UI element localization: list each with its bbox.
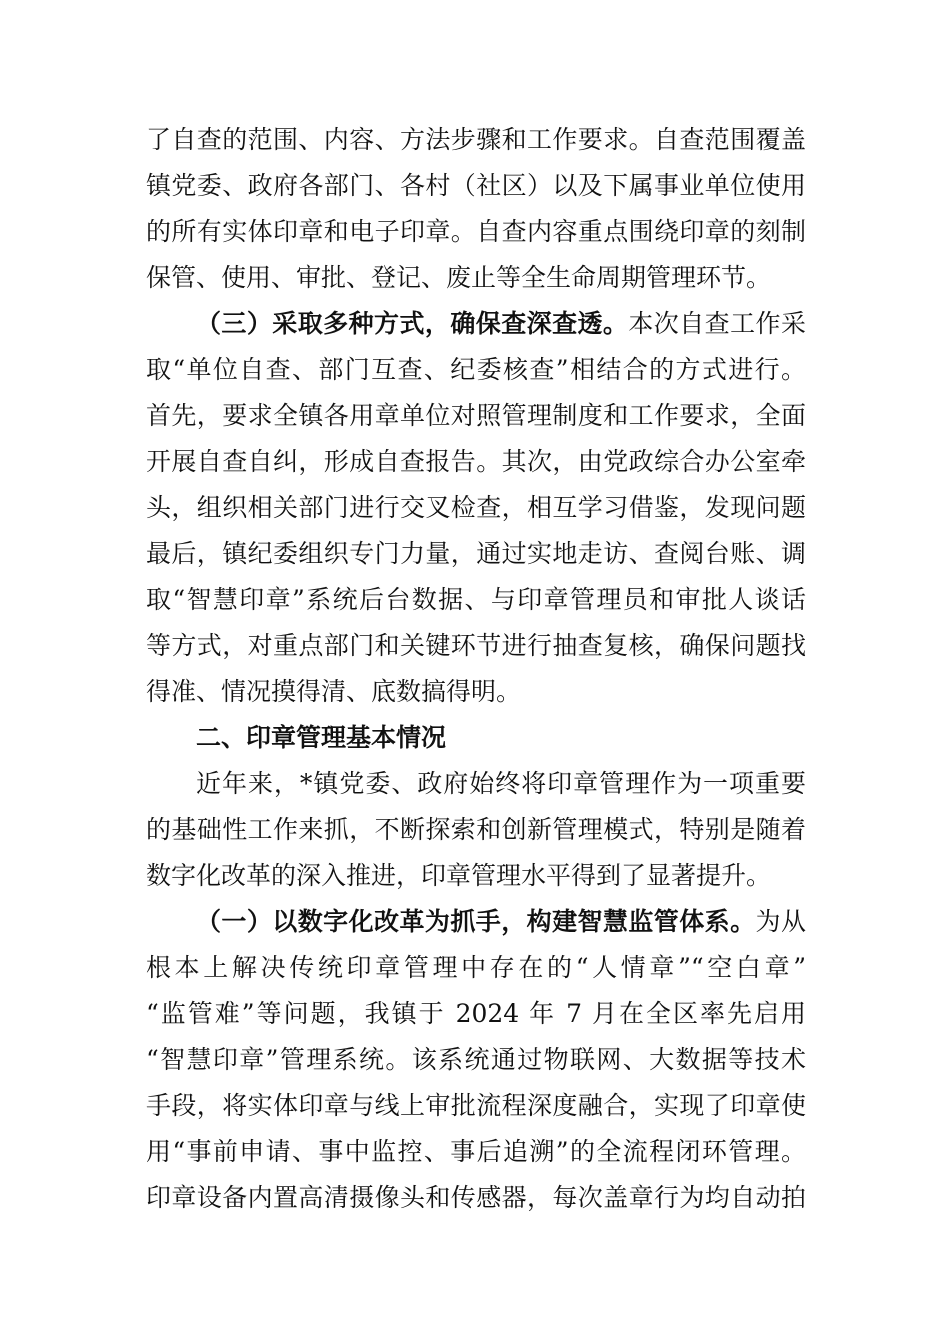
paragraph-line: “监管难”等问题，我镇于 2024 年 7 月在全区率先启用 — [146, 999, 806, 1028]
subsection-line — [196, 900, 806, 944]
paragraph-line: 用“事前申请、事中监控、事后追溯”的全流程闭环管理。 — [146, 1137, 806, 1166]
paragraph-line: 印章设备内置高清摄像头和传感器，每次盖章行为均自动拍 — [146, 1183, 806, 1212]
paragraph-line: 取“智慧印章”系统后台数据、与印章管理员和审批人谈话 — [146, 585, 806, 614]
paragraph-line: 的基础性工作来抓，不断探索和创新管理模式，特别是随着 — [146, 815, 806, 844]
paragraph-line: 近年来，*镇党委、政府始终将印章管理作为一项重要 — [196, 769, 806, 798]
paragraph-line: 根本上解决传统印章管理中存在的“人情章”“空白章” — [146, 953, 806, 982]
subsection-line — [196, 302, 806, 346]
paragraph-line: 手段，将实体印章与线上审批流程深度融合，实现了印章使 — [146, 1091, 806, 1120]
paragraph-line: 镇党委、政府各部门、各村（社区）以及下属事业单位使用 — [146, 171, 806, 200]
paragraph-line: 开展自查自纠，形成自查报告。其次，由党政综合办公室牵 — [146, 447, 806, 476]
paragraph-line: “智慧印章”管理系统。该系统通过物联网、大数据等技术 — [146, 1045, 806, 1074]
section-heading: 二、印章管理基本情况 — [196, 723, 447, 752]
paragraph-line: 等方式，对重点部门和关键环节进行抽查复核，确保问题找 — [146, 631, 806, 660]
paragraph-line: 数字化改革的深入推进，印章管理水平得到了显著提升。 — [146, 861, 772, 890]
paragraph-line: 得准、情况摸得清、底数搞得明。 — [146, 677, 522, 706]
subsection-heading: （一）以数字化改革为抓手，构建智慧监管体系。 — [196, 907, 756, 936]
paragraph-line: 了自查的范围、内容、方法步骤和工作要求。自查范围覆盖 — [146, 125, 806, 154]
subsection-text: 本次自查工作采 — [628, 309, 806, 338]
paragraph-line: 的所有实体印章和电子印章。自查内容重点围绕印章的刻制 — [146, 217, 806, 246]
paragraph-line: 最后，镇纪委组织专门力量，通过实地走访、查阅台账、调 — [146, 539, 806, 568]
paragraph-line: 首先，要求全镇各用章单位对照管理制度和工作要求，全面 — [146, 401, 806, 430]
paragraph-line: 头，组织相关部门进行交叉检查，相互学习借鉴，发现问题 — [146, 493, 806, 522]
paragraph-line: 取“单位自查、部门互查、纪委核查”相结合的方式进行。 — [146, 355, 806, 384]
paragraph-line: 保管、使用、审批、登记、废止等全生命周期管理环节。 — [146, 263, 772, 292]
subsection-text: 为从 — [755, 907, 806, 936]
subsection-heading: （三）采取多种方式，确保查深查透。 — [196, 309, 629, 338]
